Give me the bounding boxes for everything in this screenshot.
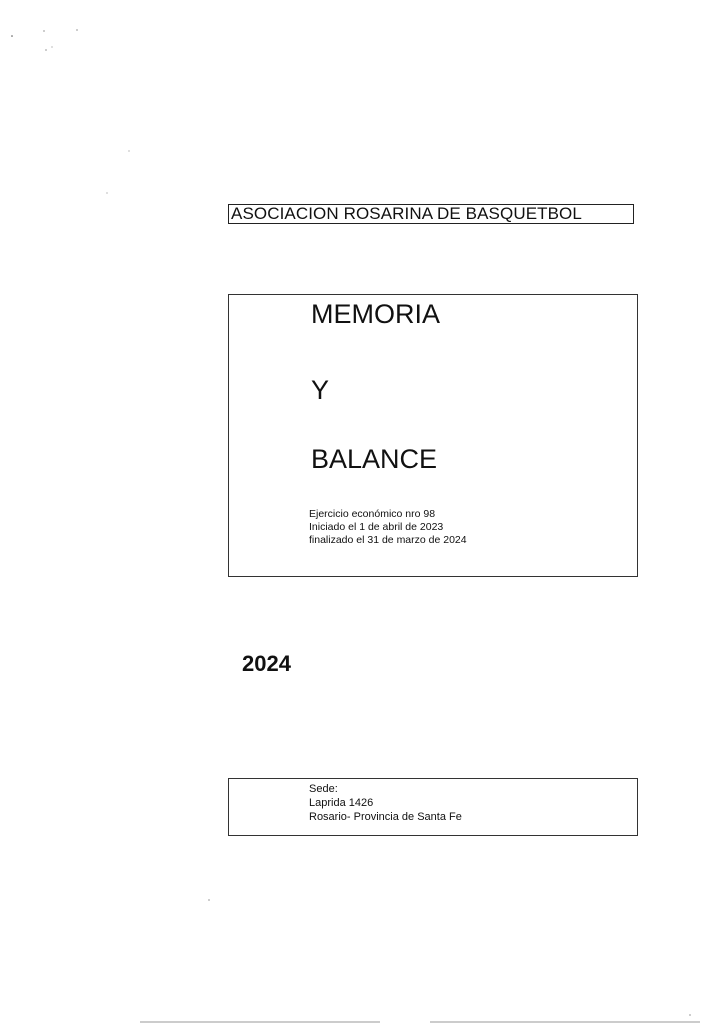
fiscal-start: Iniciado el 1 de abril de 2023 bbox=[309, 521, 444, 533]
fiscal-end: finalizado el 31 de marzo de 2024 bbox=[309, 534, 467, 546]
sede-address: Laprida 1426 bbox=[309, 797, 374, 809]
fiscal-details bbox=[309, 508, 467, 547]
sede-box bbox=[228, 778, 638, 836]
title-y: Y bbox=[311, 375, 330, 405]
organization-name-box bbox=[228, 204, 634, 224]
sede-label: Sede: bbox=[309, 783, 338, 795]
sede-city: Rosario- Provincia de Santa Fe bbox=[309, 811, 462, 823]
title-memoria: MEMORIA bbox=[311, 299, 441, 329]
organization-name: ASOCIACION ROSARINA DE BASQUETBOL bbox=[231, 204, 582, 223]
title-box bbox=[228, 294, 638, 577]
fiscal-exercise: Ejercicio económico nro 98 bbox=[309, 508, 436, 520]
year-heading: 2024 bbox=[242, 651, 291, 676]
title-balance: BALANCE bbox=[311, 444, 438, 474]
sede-details bbox=[309, 782, 462, 824]
